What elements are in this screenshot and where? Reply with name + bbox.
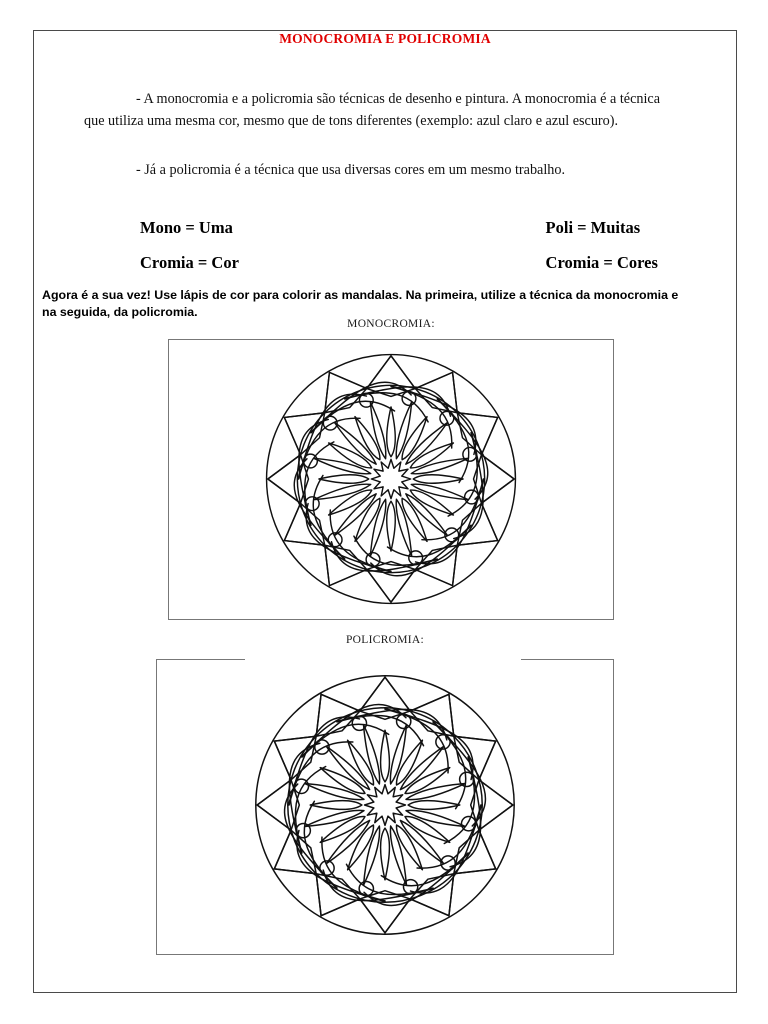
intro-paragraph-policromia: - Já a policromia é a técnica que usa diversas cores em um mesmo trabalho. (136, 162, 566, 178)
definition-row-1 (84, 218, 660, 238)
definition-mono-uma: Mono = Uma (140, 218, 233, 237)
frame-top-segment-left (157, 659, 245, 660)
frame-top-segment-right (521, 659, 613, 660)
activity-instructions: Agora é a sua vez! Use lápis de cor para colorir as mandalas. Na primeira, utilize a técnica da monocromia e na seguida, da policromia. (42, 288, 679, 319)
mandala-caption-policromia: POLICROMIA: (345, 634, 425, 646)
mandala-drawing-monocromia (260, 348, 522, 610)
definition-cromia-cores: Cromia = Cores (545, 253, 658, 272)
mandala-frame-monocromia (168, 339, 614, 620)
page-title: MONOCROMIA E POLICROMIA (279, 31, 491, 46)
mandala-caption-monocromia: MONOCROMIA: (347, 318, 435, 330)
definition-cromia-cor: Cromia = Cor (140, 253, 239, 272)
mandala-frame-policromia (156, 659, 614, 955)
mandala-drawing-policromia (249, 669, 521, 941)
definition-poli-muitas: Poli = Muitas (545, 218, 641, 237)
intro-paragraph-monocromia: - A monocromia e a policromia são técnicas de desenho e pintura. A monocromia é a técnica que utiliza uma mesma cor, mesmo que de tons diferentes (exemplo: azul claro e azul escuro). (84, 91, 660, 129)
definitions-grid (84, 218, 660, 288)
definition-row-2 (84, 253, 660, 273)
